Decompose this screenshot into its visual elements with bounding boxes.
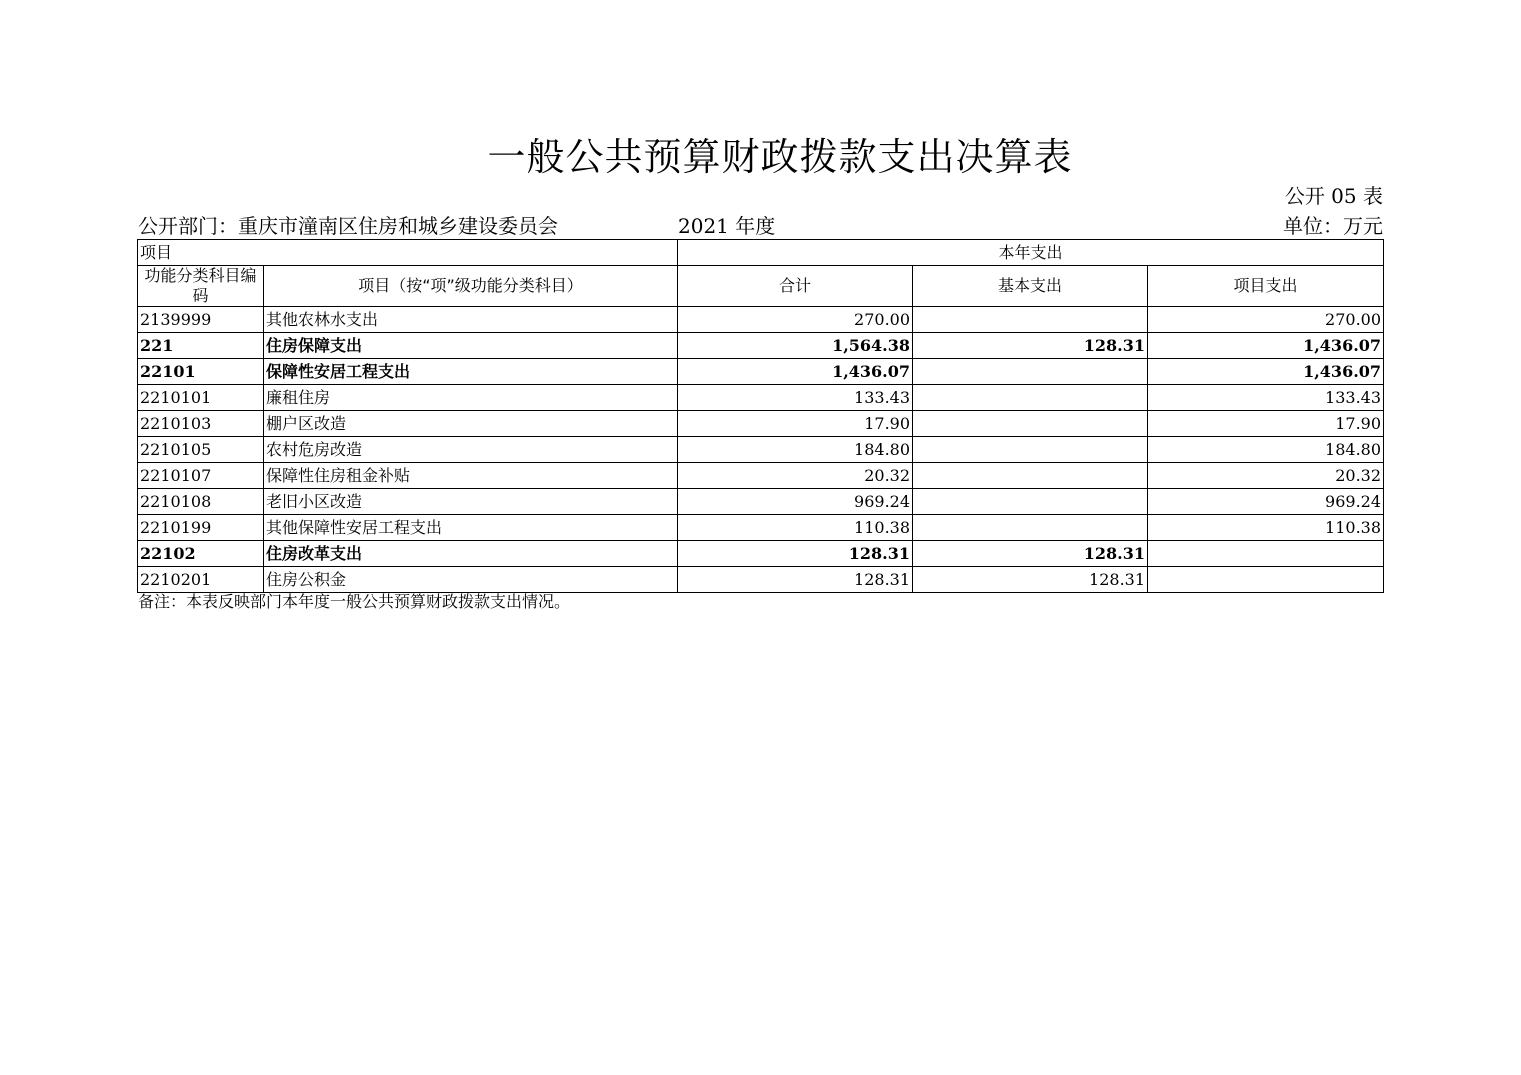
row-code: 22102 xyxy=(138,541,264,567)
row-name: 棚户区改造 xyxy=(264,411,678,437)
row-project xyxy=(1148,567,1384,593)
row-name: 保障性安居工程支出 xyxy=(264,359,678,385)
row-code: 2139999 xyxy=(138,307,264,333)
row-name: 廉租住房 xyxy=(264,385,678,411)
row-total: 969.24 xyxy=(678,489,913,515)
row-name: 农村危房改造 xyxy=(264,437,678,463)
row-project xyxy=(1148,541,1384,567)
row-total: 128.31 xyxy=(678,541,913,567)
row-name: 老旧小区改造 xyxy=(264,489,678,515)
header-row-top xyxy=(138,240,1384,266)
row-project: 1,436.07 xyxy=(1148,359,1384,385)
row-total: 184.80 xyxy=(678,437,913,463)
row-basic xyxy=(913,307,1148,333)
row-name: 住房改革支出 xyxy=(264,541,678,567)
row-basic xyxy=(913,411,1148,437)
department-label: 公开部门：重庆市潼南区住房和城乡建设委员会 xyxy=(138,214,558,238)
header-total: 合计 xyxy=(678,266,913,307)
header-code: 功能分类科目编码 xyxy=(138,266,264,307)
row-basic xyxy=(913,463,1148,489)
expenditure-table xyxy=(137,239,1384,593)
row-code: 2210201 xyxy=(138,567,264,593)
header-item: 项目 xyxy=(138,240,678,266)
row-name: 其他农林水支出 xyxy=(264,307,678,333)
row-code: 2210105 xyxy=(138,437,264,463)
row-basic xyxy=(913,437,1148,463)
table-row xyxy=(138,515,1384,541)
row-code: 2210103 xyxy=(138,411,264,437)
row-basic xyxy=(913,359,1148,385)
row-basic: 128.31 xyxy=(913,567,1148,593)
row-code: 2210107 xyxy=(138,463,264,489)
header-current-year: 本年支出 xyxy=(678,240,1384,266)
row-code: 2210108 xyxy=(138,489,264,515)
row-code: 221 xyxy=(138,333,264,359)
row-name: 其他保障性安居工程支出 xyxy=(264,515,678,541)
report-title: 一般公共预算财政拨款支出决算表 xyxy=(487,135,1073,179)
table-row xyxy=(138,489,1384,515)
row-total: 1,564.38 xyxy=(678,333,913,359)
row-project: 270.00 xyxy=(1148,307,1384,333)
table-row xyxy=(138,333,1384,359)
row-basic xyxy=(913,489,1148,515)
row-total: 110.38 xyxy=(678,515,913,541)
table-row xyxy=(138,411,1384,437)
row-name: 住房保障支出 xyxy=(264,333,678,359)
row-project: 969.24 xyxy=(1148,489,1384,515)
header-name: 项目（按“项”级功能分类科目） xyxy=(264,266,678,307)
table-row xyxy=(138,437,1384,463)
row-project: 20.32 xyxy=(1148,463,1384,489)
row-name: 保障性住房租金补贴 xyxy=(264,463,678,489)
row-basic xyxy=(913,515,1148,541)
row-name: 住房公积金 xyxy=(264,567,678,593)
row-code: 2210101 xyxy=(138,385,264,411)
row-project: 1,436.07 xyxy=(1148,333,1384,359)
row-total: 270.00 xyxy=(678,307,913,333)
row-total: 133.43 xyxy=(678,385,913,411)
table-row xyxy=(138,385,1384,411)
table-row xyxy=(138,307,1384,333)
row-basic: 128.31 xyxy=(913,541,1148,567)
row-project: 17.90 xyxy=(1148,411,1384,437)
row-total: 17.90 xyxy=(678,411,913,437)
row-basic xyxy=(913,385,1148,411)
row-project: 184.80 xyxy=(1148,437,1384,463)
row-total: 128.31 xyxy=(678,567,913,593)
unit-label: 单位：万元 xyxy=(1283,214,1383,238)
row-project: 110.38 xyxy=(1148,515,1384,541)
row-code: 2210199 xyxy=(138,515,264,541)
row-basic: 128.31 xyxy=(913,333,1148,359)
row-total: 1,436.07 xyxy=(678,359,913,385)
fiscal-year: 2021 年度 xyxy=(678,214,776,238)
table-number: 公开 05 表 xyxy=(1284,184,1383,208)
table-row xyxy=(138,463,1384,489)
row-project: 133.43 xyxy=(1148,385,1384,411)
header-basic: 基本支出 xyxy=(913,266,1148,307)
footnote: 备注：本表反映部门本年度一般公共预算财政拨款支出情况。 xyxy=(138,592,571,611)
header-project: 项目支出 xyxy=(1148,266,1384,307)
row-code: 22101 xyxy=(138,359,264,385)
table-row xyxy=(138,359,1384,385)
header-row-columns xyxy=(138,266,1384,307)
table-row xyxy=(138,541,1384,567)
row-total: 20.32 xyxy=(678,463,913,489)
